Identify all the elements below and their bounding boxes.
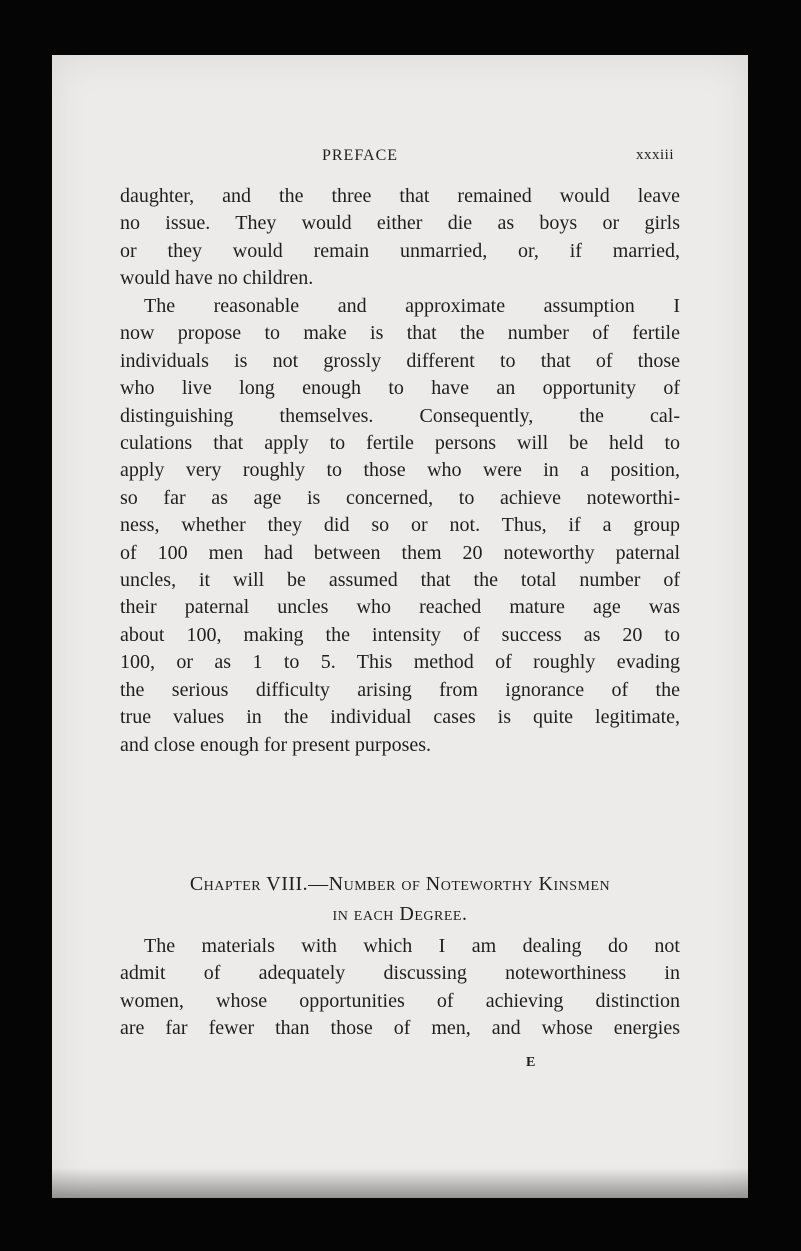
- signature-mark: E: [526, 1055, 537, 1070]
- text-line: true values in the individual cases is quite legitimate,: [120, 706, 680, 729]
- text-line: admit of adequately discussing noteworthiness in: [120, 962, 680, 985]
- text-line: The reasonable and approximate assumption I: [144, 295, 680, 317]
- text-line: distinguishing themselves. Consequently, the cal-: [120, 404, 680, 427]
- text-line: are far fewer than those of men, and whose energies: [120, 1017, 680, 1040]
- chapter-heading-line: in each Degree.: [332, 903, 468, 925]
- running-header: [120, 147, 674, 169]
- paragraph-continuation: [120, 183, 680, 293]
- text-line: culations that apply to fertile persons will be held to: [120, 432, 680, 455]
- text-line: about 100, making the intensity of success as 20 to: [120, 623, 680, 646]
- book-page: [52, 55, 748, 1198]
- text-line: daughter, and the three that remained would leave: [120, 185, 680, 207]
- text-line: 100, or as 1 to 5. This method of roughly evading: [120, 651, 680, 674]
- text-line: uncles, it will be assumed that the total number of: [120, 569, 680, 592]
- paragraph-chapter-opening: [120, 933, 680, 1043]
- text-line: who live long enough to have an opportunity of: [120, 377, 680, 400]
- text-line: would have no children.: [120, 267, 314, 290]
- text-line: their paternal uncles who reached mature age was: [120, 596, 680, 619]
- text-line: ness, whether they did so or not. Thus, if a group: [120, 514, 680, 537]
- paragraph-assumption: [120, 293, 680, 759]
- text-line: the serious difficulty arising from ignorance of the: [120, 678, 680, 701]
- text-line: or they would remain unmarried, or, if married,: [120, 239, 680, 262]
- text-line: now propose to make is that the number of fertile: [120, 322, 680, 345]
- chapter-heading: [120, 869, 680, 929]
- text-line: women, whose opportunities of achieving distinction: [120, 989, 680, 1012]
- text-line: no issue. They would either die as boys or girls: [120, 212, 680, 235]
- page-number: xxxiii: [635, 147, 674, 163]
- chapter-heading-line: Chapter VIII.—Number of Noteworthy Kinsmen: [189, 873, 611, 895]
- text-line: The materials with which I am dealing do not: [144, 935, 680, 957]
- text-line: and close enough for present purposes.: [120, 733, 432, 756]
- text-line: individuals is not grossly different to that of those: [120, 349, 680, 372]
- running-header-title: PREFACE: [321, 147, 399, 164]
- text-line: apply very roughly to those who were in a position,: [120, 459, 680, 482]
- text-line: so far as age is concerned, to achieve noteworthi-: [120, 486, 680, 509]
- text-line: of 100 men had between them 20 noteworthy paternal: [120, 541, 680, 564]
